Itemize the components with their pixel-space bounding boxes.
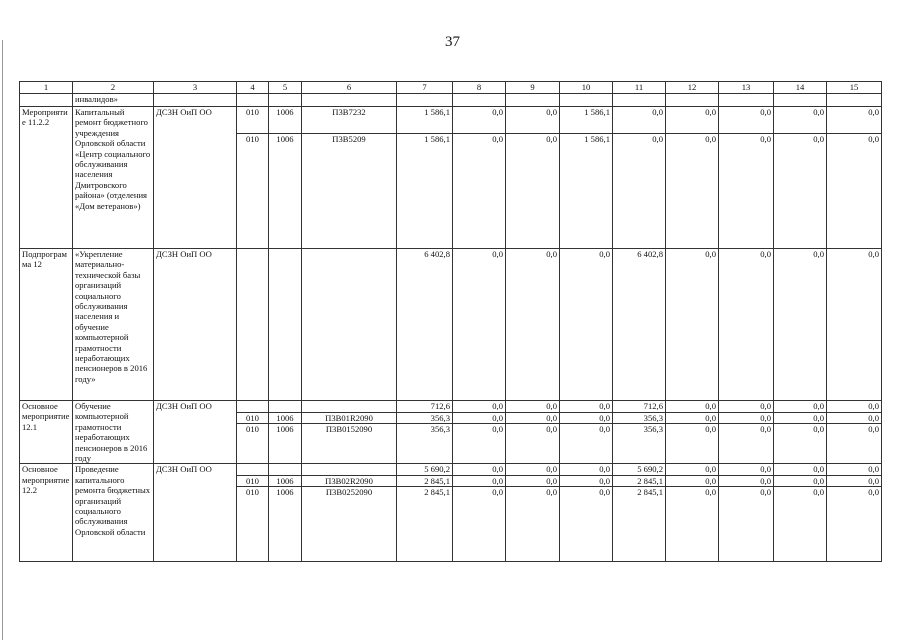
code-cell: П3В0252090 [302,487,397,562]
value-cell: 6 402,8 [613,249,666,401]
value-cell: 0,0 [774,412,827,424]
code-cell: 1006 [269,107,302,134]
value-cell: 0,0 [453,107,506,134]
value-cell: 0,0 [560,464,613,475]
header-cell: 12 [666,82,719,94]
row-executor-cell: ДСЗН ОиП ОО [154,249,237,401]
code-cell [302,401,397,413]
code-cell: 010 [237,107,269,134]
row-name-cell: Капитальный ремонт бюджетного учреждения Орловской области «Центр социального обслуживания населения Дмитровского района» (отделения «Дом ветеранов») [73,107,154,249]
value-cell: 0,0 [560,249,613,401]
header-cell: 13 [719,82,774,94]
code-cell: 1006 [269,475,302,486]
header-cell: 7 [397,82,453,94]
value-cell: 0,0 [666,134,719,249]
code-cell: П3В5209 [302,134,397,249]
value-cell: 1 586,1 [560,107,613,134]
value-cell: 0,0 [719,249,774,401]
value-cell: 0,0 [560,412,613,424]
value-cell: 0,0 [827,249,882,401]
code-cell: 1006 [269,487,302,562]
value-cell: 0,0 [774,249,827,401]
value-cell: 0,0 [827,107,882,134]
code-cell [269,249,302,401]
scan-edge-line [2,40,3,640]
value-cell: 0,0 [666,412,719,424]
code-cell [237,249,269,401]
value-cell: 0,0 [719,107,774,134]
value-cell: 0,0 [827,412,882,424]
value-cell: 5 690,2 [613,464,666,475]
value-cell: 0,0 [666,424,719,464]
code-cell: П3В01R2090 [302,412,397,424]
value-cell: 0,0 [719,475,774,486]
code-cell: 010 [237,487,269,562]
value-cell: 712,6 [613,401,666,413]
value-cell: 1 586,1 [560,134,613,249]
value-cell: 6 402,8 [397,249,453,401]
value-cell: 0,0 [506,424,560,464]
header-cell: 14 [774,82,827,94]
value-cell: 0,0 [666,487,719,562]
value-cell: 356,3 [613,412,666,424]
row-type-cell: Мероприятие 11.2.2 [20,107,73,249]
value-cell: 0,0 [774,401,827,413]
header-cell: 11 [613,82,666,94]
value-cell: 0,0 [613,134,666,249]
continuation-row [20,94,882,107]
value-cell: 5 690,2 [397,464,453,475]
value-cell: 0,0 [774,464,827,475]
continuation-text: инвалидов» [73,94,154,107]
value-cell: 0,0 [719,424,774,464]
value-cell: 0,0 [453,412,506,424]
value-cell: 356,3 [397,424,453,464]
value-cell: 0,0 [453,401,506,413]
value-cell: 1 586,1 [397,134,453,249]
budget-table [19,81,882,562]
code-cell [237,401,269,413]
page-number: 37 [445,34,460,50]
code-cell [269,401,302,413]
value-cell: 0,0 [827,475,882,486]
value-cell: 0,0 [506,412,560,424]
code-cell [302,464,397,475]
code-cell: П3В02R2090 [302,475,397,486]
value-cell: 0,0 [719,464,774,475]
value-cell: 0,0 [506,134,560,249]
value-cell: 0,0 [613,107,666,134]
value-cell: 0,0 [506,487,560,562]
row-executor-cell: ДСЗН ОиП ОО [154,464,237,562]
value-cell: 0,0 [453,464,506,475]
value-cell: 0,0 [453,487,506,562]
value-cell: 0,0 [506,107,560,134]
value-cell: 0,0 [560,487,613,562]
header-cell: 10 [560,82,613,94]
header-cell: 9 [506,82,560,94]
code-cell: 1006 [269,412,302,424]
code-cell: 010 [237,424,269,464]
row-name-cell: «Укрепление материально-технической базы организаций социального обслуживания населения и обучение компьютерной грамотности неработающих пенсионеров в 2016 году» [73,249,154,401]
code-cell: 010 [237,134,269,249]
value-cell: 1 586,1 [397,107,453,134]
value-cell: 0,0 [719,412,774,424]
value-cell: 0,0 [560,401,613,413]
code-cell [302,249,397,401]
value-cell: 0,0 [506,475,560,486]
header-cell: 2 [73,82,154,94]
value-cell: 0,0 [560,424,613,464]
value-cell: 0,0 [453,424,506,464]
table-row [20,249,882,401]
value-cell: 2 845,1 [613,475,666,486]
value-cell: 0,0 [719,487,774,562]
row-type-cell: Основное мероприятие 12.2 [20,464,73,562]
value-cell: 0,0 [666,475,719,486]
code-cell [237,464,269,475]
value-cell: 0,0 [774,134,827,249]
value-cell: 0,0 [506,249,560,401]
code-cell: 010 [237,475,269,486]
value-cell: 0,0 [666,464,719,475]
code-cell: 010 [237,412,269,424]
value-cell: 0,0 [560,475,613,486]
header-cell: 6 [302,82,397,94]
value-cell: 0,0 [827,464,882,475]
header-cell: 1 [20,82,73,94]
code-cell: П3В7232 [302,107,397,134]
header-cell: 4 [237,82,269,94]
table-row [20,107,882,134]
value-cell: 0,0 [506,464,560,475]
code-cell: П3В0152090 [302,424,397,464]
header-cell: 8 [453,82,506,94]
value-cell: 0,0 [666,107,719,134]
value-cell: 0,0 [666,401,719,413]
value-cell: 0,0 [827,401,882,413]
value-cell: 0,0 [506,401,560,413]
value-cell: 712,6 [397,401,453,413]
row-name-cell: Проведение капитального ремонта бюджетных организаций социального обслуживания Орловской области [73,464,154,562]
row-type-cell: Подпрограмма 12 [20,249,73,401]
header-cell: 3 [154,82,237,94]
code-cell [269,464,302,475]
header-cell: 15 [827,82,882,94]
value-cell: 0,0 [453,249,506,401]
value-cell: 0,0 [827,487,882,562]
table-row [20,464,882,475]
value-cell: 356,3 [397,412,453,424]
header-cell: 5 [269,82,302,94]
table-row [20,401,882,413]
code-cell: 1006 [269,134,302,249]
value-cell: 0,0 [827,134,882,249]
value-cell: 0,0 [774,487,827,562]
value-cell: 0,0 [666,249,719,401]
row-executor-cell: ДСЗН ОиП ОО [154,401,237,464]
header-row [20,82,882,94]
value-cell: 0,0 [453,134,506,249]
value-cell: 0,0 [827,424,882,464]
value-cell: 0,0 [719,134,774,249]
row-executor-cell: ДСЗН ОиП ОО [154,107,237,249]
value-cell: 0,0 [774,424,827,464]
row-name-cell: Обучение компьютерной грамотности неработающих пенсионеров в 2016 году [73,401,154,464]
value-cell: 356,3 [613,424,666,464]
value-cell: 2 845,1 [397,475,453,486]
value-cell: 0,0 [774,475,827,486]
value-cell: 2 845,1 [613,487,666,562]
code-cell: 1006 [269,424,302,464]
row-type-cell: Основное мероприятие 12.1 [20,401,73,464]
value-cell: 2 845,1 [397,487,453,562]
value-cell: 0,0 [774,107,827,134]
value-cell: 0,0 [719,401,774,413]
value-cell: 0,0 [453,475,506,486]
